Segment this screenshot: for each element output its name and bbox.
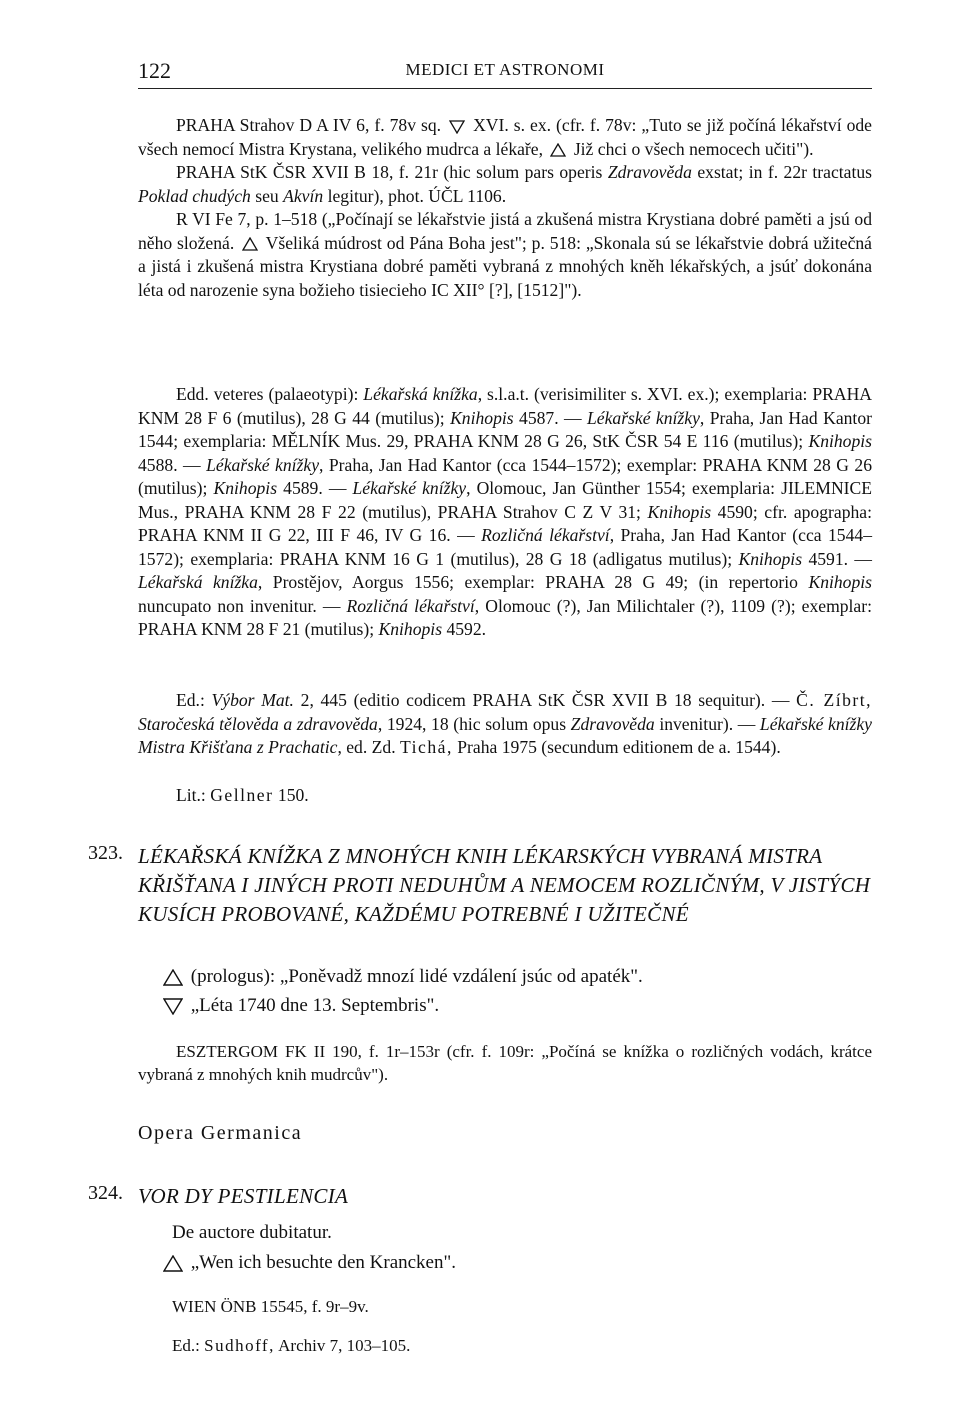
- manuscript-esztergom: ESZTERGOM FK II 190, f. 1r–153r (cfr. f. 109r: „Počíná se knížka o rozličných vodách, krátce vybraná z mnohých knih mudrcův").: [138, 1042, 872, 1084]
- manuscript-entry-rvi: R VI Fe 7, p. 1–518 („Počínají se lékařstvie jistá a zkušená mistra Krystiana dobré paměti a jsú od něho složená. Všeliká múdrost od Pána Boha jest"; p. 518: „Skonala sú se lékařstvie dobrá užitečná a jistá i zkušená mistra Krystiana dobré paměti vybraná z mnohých kněh lékařských, a jsúť dokonána léta od narozenie syna božieho tisiecieho IC XII° [?], [1512]").: [138, 209, 872, 300]
- section-heading: Opera Germanica: [138, 1122, 303, 1144]
- manuscript-entry-strahov: PRAHA Strahov D A IV 6, f. 78v sq. XVI. s. ex. (cfr. f. 78v: „Tuto se již počíná lékařství ode všech nemocí Mistra Krystana, velikého mudrca a lékaře, Již chci o všech nemocech učiti").: [138, 115, 872, 159]
- open-triangle-up-icon: [163, 1255, 183, 1272]
- explicit-line: „Léta 1740 dne 13. Septembris".: [160, 995, 439, 1017]
- literature-line: Lit.: Gellner 150.: [176, 785, 309, 805]
- manuscript-entry-stk: PRAHA StK ČSR XVII B 18, f. 21r (hic solum pars operis Zdravověda exstat; in f. 22r tractatus Poklad chudých seu Akvín legitur), phot. ÚČL 1106.: [138, 162, 873, 206]
- open-triangle-up-icon: [163, 969, 183, 986]
- page-number: 122: [138, 58, 171, 83]
- page-header: [138, 58, 872, 89]
- open-triangle-up-icon: [550, 143, 566, 157]
- incipit-line: (prologus): „Poněvadž mnozí lidé vzdálení jsúc od apaték".: [160, 966, 643, 988]
- edition-paragraph: Ed.: Výbor Mat. 2, 445 (editio codicem PRAHA StK ČSR XVII B 18 sequitur). — Č. Zíbrt, Staročeská tělověda a zdravověda, 1924, 18 (hic solum opus Zdravověda invenitur). — Lékařské knížky Mistra Křišťana z Prachatic, ed. Zd. Tichá, Praha 1975 (secundum editionem de a. 1544).: [138, 690, 873, 757]
- running-head: MEDICI ET ASTRONOMI: [405, 60, 605, 79]
- entry-title: LÉKAŘSKÁ KNÍŽKA Z MNOHÝCH KNIH LÉKARSKÝCH VYBRANÁ MISTRA KŘIŠŤANA I JINÝCH PROTI NEDUHŮM A NEMOCEM ROZLIČNÝM, V JISTÝCH KUSÍCH PROBOVANÉ, KAŽDÉMU POTREBNÉ I UŽITEČNÉ: [138, 844, 871, 926]
- entry-323: [88, 842, 878, 962]
- open-triangle-up-icon: [242, 237, 258, 251]
- entry-number: 323.: [88, 842, 123, 864]
- incipit-line: „Wen ich besuchte den Krancken".: [160, 1252, 456, 1274]
- edition-line: Ed.: Sudhoff, Archiv 7, 103–105.: [172, 1336, 411, 1355]
- manuscript-wien: WIEN ÖNB 15545, f. 9r–9v.: [172, 1297, 369, 1316]
- manuscript-list: [138, 114, 872, 302]
- editions-paragraph: Edd. veteres (palaeotypi): Lékařská knížka, s.l.a.t. (verisimiliter s. XVI. ex.); exemplaria: PRAHA KNM 28 F 6 (mutilus), 28 G 44 (mutilus); Knihopis 4587. — Lékařské knížky, Praha, Jan Had Kantor 1544; exemplaria: MĚLNÍK Mus. 29, PRAHA KNM 28 G 26, StK ČSR 54 E 116 (mutilus); Knihopis 4588. — Lékařské knížky, Praha, Jan Had Kantor (cca 1544–1572); exemplar: PRAHA KNM 28 G 26 (mutilus); Knihopis 4589. — Lékařské knížky, Olomouc, Jan Günther 1554; exemplaria: JILEMNICE Mus., PRAHA KNM 28 F 22 (mutilus), PRAHA Strahov C Z V 31; Knihopis 4590; cfr. apographa: PRAHA KNM II G 22, III F 46, IV G 16. — Rozličná lékařství, Praha, Jan Had Kantor (cca 1544–1572); exemplaria: PRAHA KNM 16 G 1 (mutilus), 28 G 18 (adligatus mutilus); Knihopis 4591. — Lékařská knížka, Prostějov, Aorgus 1556; exemplar: PRAHA 28 G 49; (in repertorio Knihopis nuncupato non invenitur. — Rozličná lékařství, Olomouc (?), Jan Milichtaler (?), 1109 (?); exemplar: PRAHA KNM 28 F 21 (mutilus); Knihopis 4592.: [138, 384, 873, 639]
- open-triangle-down-icon: [449, 120, 465, 134]
- entry-number: 324.: [88, 1182, 123, 1204]
- entry-title: VOR DY PESTILENCIA: [138, 1184, 349, 1208]
- author-note: De auctore dubitatur.: [172, 1222, 332, 1243]
- entry-324: [88, 1182, 878, 1214]
- open-triangle-down-icon: [163, 998, 183, 1015]
